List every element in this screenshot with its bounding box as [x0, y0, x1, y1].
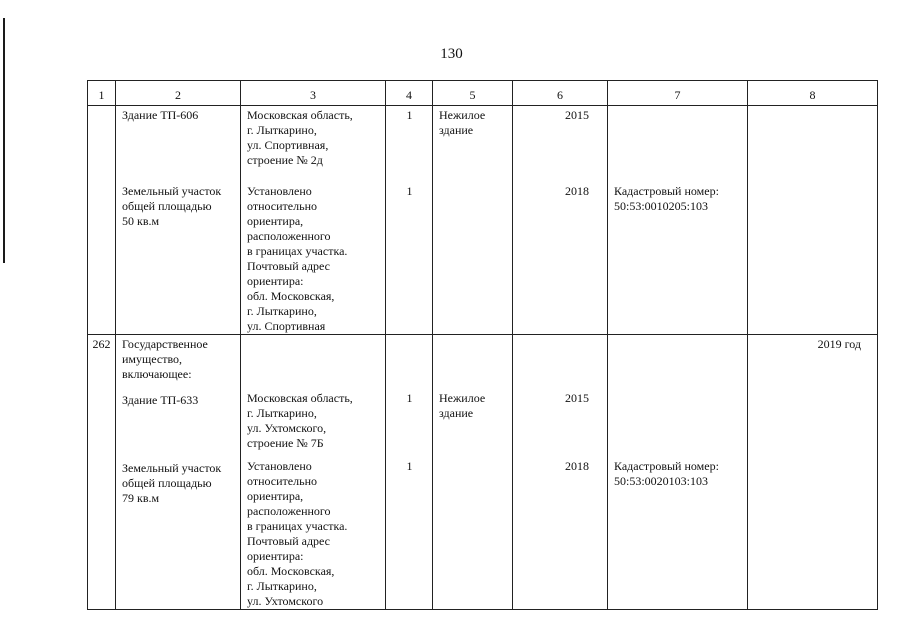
- column-header: 2: [116, 81, 241, 106]
- page-number: 130: [440, 46, 463, 62]
- table-row: [88, 335, 878, 610]
- column-header: 4: [386, 81, 433, 106]
- item-name: Здание ТП-606: [122, 108, 199, 122]
- item-year: 2018: [565, 184, 589, 198]
- item-quantity: 1: [406, 108, 413, 122]
- item-cadastral: Кадастровый номер: 50:53:0010205:103: [614, 184, 719, 213]
- year-cell: [513, 335, 608, 610]
- item-address: Московская область, г. Лыткарино, ул. Спортивная, строение № 2д: [247, 108, 353, 167]
- address-cell: [241, 106, 386, 335]
- item-quantity: 1: [406, 459, 413, 473]
- note-cell: [748, 106, 878, 335]
- item-year: 2015: [565, 391, 589, 405]
- column-header: 3: [241, 81, 386, 106]
- item-type: Нежилое здание: [439, 391, 486, 420]
- column-header: 7: [608, 81, 748, 106]
- item-cadastral: Кадастровый номер: 50:53:0020103:103: [614, 459, 719, 488]
- item-quantity: 1: [406, 184, 413, 198]
- name-cell: [116, 106, 241, 335]
- group-title: Государственное имущество, включающее:: [122, 337, 208, 381]
- property-table: [87, 80, 878, 610]
- address-cell: [241, 335, 386, 610]
- column-header: 5: [433, 81, 513, 106]
- year-cell: [513, 106, 608, 335]
- item-name: Земельный участок общей площадью 50 кв.м: [122, 184, 222, 228]
- item-type: Нежилое здание: [439, 108, 486, 137]
- item-year: 2018: [565, 459, 589, 473]
- row-number: 262: [92, 337, 111, 351]
- column-header: 8: [748, 81, 878, 106]
- item-quantity: 1: [406, 391, 413, 405]
- type-cell: [433, 106, 513, 335]
- item-cadastral: [608, 389, 747, 457]
- column-header: 1: [88, 81, 116, 106]
- item-address: Установлено относительно ориентира, расположенного в границах участка. Почтовый адрес ориентира: обл. Московская, г. Лыткарино, ул. Ухтомского: [247, 459, 348, 608]
- table-row: [88, 106, 878, 335]
- item-address: Московская область, г. Лыткарино, ул. Ухтомского, строение № 7Б: [247, 391, 353, 450]
- type-cell: [433, 335, 513, 610]
- item-year: 2015: [565, 108, 589, 122]
- name-cell: [116, 335, 241, 610]
- item-address: Установлено относительно ориентира, расположенного в границах участка. Почтовый адрес ориентира: обл. Московская, г. Лыткарино, ул. Спортивная: [247, 184, 348, 333]
- item-type: [433, 182, 512, 184]
- column-header: 6: [513, 81, 608, 106]
- item-name: Земельный участок общей площадью 79 кв.м: [122, 461, 222, 505]
- group-note: 2019 год: [817, 337, 861, 351]
- item-name: Здание ТП-633: [122, 393, 199, 407]
- cadastral-cell: [608, 335, 748, 610]
- row-number-cell: [88, 335, 116, 610]
- quantity-cell: [386, 106, 433, 335]
- row-number-cell: [88, 106, 116, 335]
- cadastral-cell: [608, 106, 748, 335]
- note-cell: [748, 335, 878, 610]
- item-type: [433, 457, 512, 459]
- quantity-cell: [386, 335, 433, 610]
- item-cadastral: [608, 106, 747, 182]
- column-number-row: [88, 81, 878, 106]
